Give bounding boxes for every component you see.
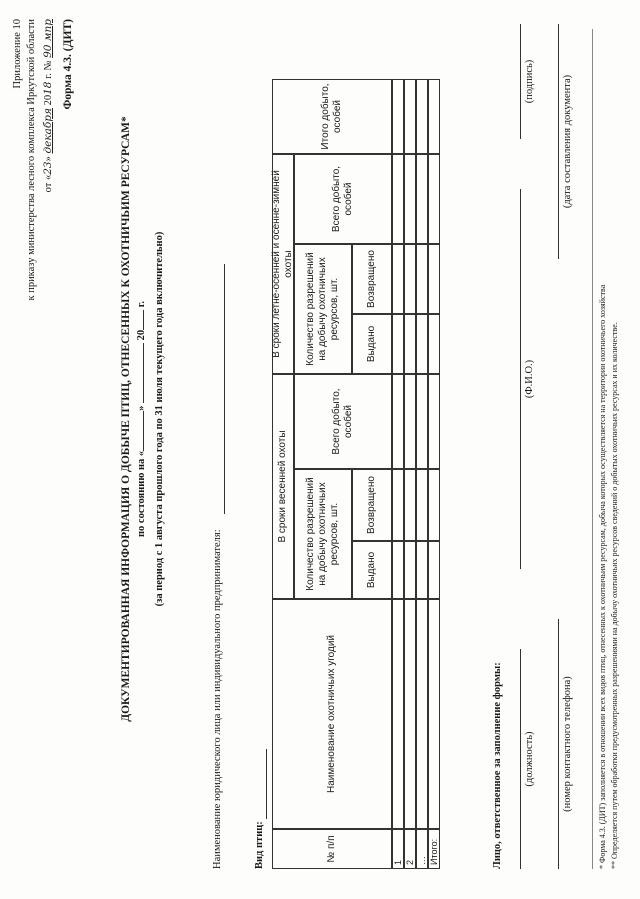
bird-type-field[interactable] <box>266 749 267 819</box>
table-cell[interactable] <box>392 314 404 374</box>
order-day: 23 <box>42 161 54 175</box>
table-cell[interactable] <box>428 469 440 541</box>
signature-field[interactable] <box>520 24 521 139</box>
table-cell[interactable] <box>416 314 428 374</box>
row-label: … <box>416 829 428 869</box>
as-of-year: 20 <box>136 329 147 341</box>
document-title: ДОКУМЕНТИРОВАННАЯ ИНФОРМАЦИЯ О ДОБЫЧЕ ПТИЦ, ОТНЕСЕННЫХ К ОХОТНИЧЬИМ РЕСУРСАМ* <box>120 116 132 722</box>
summer-total-header: Всего добыто, особей <box>294 154 392 244</box>
table-cell[interactable] <box>428 154 440 244</box>
table-cell[interactable] <box>392 469 404 541</box>
table-cell[interactable] <box>404 154 416 244</box>
order-number: 90 мпр <box>42 19 54 58</box>
order-prefix: от « <box>43 174 54 193</box>
order-mid: » <box>43 156 54 162</box>
bird-type-label: Вид птиц: <box>254 821 265 869</box>
name-caption: (Ф.И.О.) <box>524 359 535 399</box>
footnote-1: * Форма 4.3. (ДИТ) заполняется в отношении всех видов птиц, отнесенных к охотничьим ресурсам, добыча которых осуществляется на территории охотничьего хозяйства <box>598 284 607 869</box>
table-cell[interactable] <box>392 154 404 244</box>
table-cell[interactable] <box>404 541 416 599</box>
table-cell[interactable] <box>416 154 428 244</box>
table-cell[interactable] <box>392 79 404 154</box>
table-cell[interactable] <box>416 541 428 599</box>
table-cell[interactable] <box>404 314 416 374</box>
row-label: 2 <box>404 829 416 869</box>
table-cell[interactable] <box>392 244 404 314</box>
spring-header: В сроки весенней охоты <box>272 374 294 599</box>
position-caption: (должность) <box>524 731 535 787</box>
order-year: 18 <box>42 81 54 95</box>
table-cell[interactable] <box>416 79 428 154</box>
order-month: декабря <box>42 108 54 154</box>
table-cell[interactable] <box>416 599 428 829</box>
order-year-prefix: 20 <box>43 94 54 106</box>
as-of-mid: » <box>136 405 147 411</box>
form-label: Форма 4.3. (ДИТ) <box>62 19 74 110</box>
grand-total-header: Итого добыто, особей <box>272 79 392 154</box>
table-cell[interactable] <box>404 79 416 154</box>
spring-returned-header: Возвращено <box>352 469 392 541</box>
table-cell[interactable] <box>428 314 440 374</box>
table-cell[interactable] <box>428 244 440 314</box>
table-cell[interactable] <box>404 599 416 829</box>
as-of-line <box>136 159 147 679</box>
spring-issued-header: Выдано <box>352 541 392 599</box>
as-of-prefix: по состоянию на « <box>136 450 147 538</box>
table-cell[interactable] <box>428 79 440 154</box>
appendix-line1: Приложение 10 <box>12 19 23 89</box>
table-cell[interactable] <box>404 374 416 469</box>
table-cell[interactable] <box>416 469 428 541</box>
summer-permits-header: Количество разрешений на добычу охотничьих ресурсов, шт. <box>294 244 352 374</box>
spring-total-header: Всего добыто, особей <box>294 374 392 469</box>
footnote-2: ** Определяется путем обработки предусмотренных разрешениями на добычу охотничьих ресурсов сведений о добытых охотничьих ресурсах и их количестве. <box>610 322 619 869</box>
entity-field[interactable] <box>224 264 225 514</box>
table-cell[interactable] <box>404 244 416 314</box>
name-field[interactable] <box>520 189 521 569</box>
date-field[interactable] <box>558 24 559 259</box>
summer-header: В сроки летне-осенней и осенне-зимней охоты <box>272 154 294 374</box>
phone-caption: (номер контактного телефона) <box>562 676 573 812</box>
date-caption: (дата составления документа) <box>562 74 573 209</box>
table-cell[interactable] <box>428 599 440 829</box>
table-cell[interactable] <box>416 374 428 469</box>
table-cell[interactable] <box>428 541 440 599</box>
row-label: Итого: <box>428 829 440 869</box>
as-of-suffix: г. <box>136 301 147 308</box>
table-cell[interactable] <box>428 374 440 469</box>
appendix-line2: к приказу министерства лесного комплекса Иркутской области <box>26 19 37 301</box>
position-field[interactable] <box>520 649 521 869</box>
summer-returned-header: Возвращено <box>352 244 392 314</box>
summer-issued-header: Выдано <box>352 314 392 374</box>
responsible-label: Лицо, ответственное за заполнение формы: <box>492 662 503 869</box>
footnote-divider <box>592 29 593 869</box>
spring-permits-header: Количество разрешений на добычу охотничьих ресурсов, шт. <box>294 469 352 599</box>
entity-label: Наименование юридического лица или индивидуального предпринимателя: <box>212 529 223 869</box>
signature-caption: (подпись) <box>524 59 535 104</box>
harvest-table <box>272 79 440 869</box>
table-cell[interactable] <box>392 599 404 829</box>
col-num-header: № п/п <box>272 829 392 869</box>
table-cell[interactable] <box>392 374 404 469</box>
period-line: (за период с 1 августа прошлого года по 31 июля текущего года включительно) <box>154 231 165 607</box>
table-cell[interactable] <box>392 541 404 599</box>
order-line <box>42 19 54 339</box>
table-cell[interactable] <box>416 244 428 314</box>
order-suffix: г. № <box>43 60 54 79</box>
table-cell[interactable] <box>404 469 416 541</box>
row-label: 1 <box>392 829 404 869</box>
col-name-header: Наименование охотничьих угодий <box>272 599 392 829</box>
phone-field[interactable] <box>558 619 559 869</box>
